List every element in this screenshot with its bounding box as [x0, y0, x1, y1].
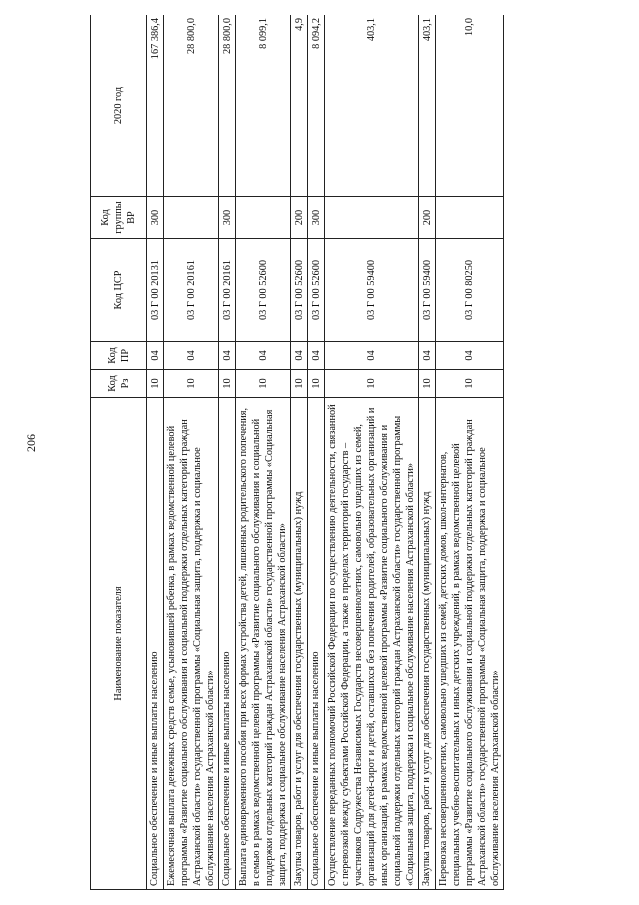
cell-rz: 10	[219, 370, 236, 398]
cell-csr: 03 Г 00 20161	[164, 239, 219, 342]
cell-rz: 10	[325, 370, 419, 398]
cell-name: Закупка товаров, работ и услуг для обеспечения государственных (муниципальных) нужд	[291, 398, 308, 890]
cell-vr	[436, 197, 504, 239]
cell-csr: 03 Г 00 52600	[236, 239, 291, 342]
cell-name: Закупка товаров, работ и услуг для обеспечения государственных (муниципальных) нужд	[419, 398, 436, 890]
table-row	[219, 15, 236, 890]
cell-csr: 03 Г 00 20131	[147, 239, 164, 342]
cell-value: 28 800,0	[164, 15, 219, 197]
cell-rz: 10	[147, 370, 164, 398]
cell-rz: 10	[164, 370, 219, 398]
cell-pr: 04	[164, 342, 219, 370]
table-row	[164, 15, 219, 890]
page-number: 206	[24, 434, 38, 452]
rotated-table-viewport	[90, 15, 605, 890]
table-body	[147, 15, 504, 890]
table-header-row	[91, 15, 147, 890]
cell-rz: 10	[308, 370, 325, 398]
cell-value: 4,9	[291, 15, 308, 197]
cell-rz: 10	[436, 370, 504, 398]
cell-name: Выплата единовременного пособия при всех формах устройства детей, лишенных родительского попечения, в семью в рамках ведомственной целевой программы «Развитие социального обслуживания и социальной поддержки отдельных категорий граждан Астраханской области» государственной программы «Социальная защита, поддержка и социальное обслуживание населения Астраханской области»	[236, 398, 291, 890]
cell-vr: 200	[419, 197, 436, 239]
cell-pr: 04	[436, 342, 504, 370]
cell-pr: 04	[291, 342, 308, 370]
cell-value: 403,1	[419, 15, 436, 197]
header-pr: Код ПР	[91, 342, 147, 370]
header-rz: Код Рз	[91, 370, 147, 398]
table-row	[291, 15, 308, 890]
cell-vr: 300	[308, 197, 325, 239]
cell-csr: 03 Г 00 80250	[436, 239, 504, 342]
cell-pr: 04	[147, 342, 164, 370]
cell-pr: 04	[236, 342, 291, 370]
table-row	[236, 15, 291, 890]
cell-csr: 03 Г 00 52600	[308, 239, 325, 342]
cell-name: Социальное обеспечение и иные выплаты населению	[147, 398, 164, 890]
cell-vr	[325, 197, 419, 239]
header-csr: Код ЦСР	[91, 239, 147, 342]
cell-value: 167 386,4	[147, 15, 164, 197]
cell-rz: 10	[236, 370, 291, 398]
cell-value: 28 800,0	[219, 15, 236, 197]
cell-csr: 03 Г 00 59400	[325, 239, 419, 342]
cell-pr: 04	[308, 342, 325, 370]
cell-vr	[236, 197, 291, 239]
rotated-table-container	[90, 15, 605, 890]
cell-name: Социальное обеспечение и иные выплаты населению	[219, 398, 236, 890]
cell-value: 10,0	[436, 15, 504, 197]
table-row	[147, 15, 164, 890]
cell-rz: 10	[419, 370, 436, 398]
table-row	[419, 15, 436, 890]
cell-vr: 300	[147, 197, 164, 239]
cell-rz: 10	[291, 370, 308, 398]
table-row	[436, 15, 504, 890]
cell-name: Осуществление переданных полномочий Российской Федерации по осуществлению деятельности, связанной с перевозкой между субъектами Российской Федерации, а также в пределах территорий государств – участников Содружества Независимых Государств несовершеннолетних, самовольно ушедших из семей, организаций для детей-сирот и детей, оставшихся без попечения родителей, образовательных организаций и иных организаций, в рамках ведомственной целевой программы «Развитие социального обслуживания и социальной поддержки отдельных категорий граждан Астраханской области» государственной программы «Социальная защита, поддержка и социальное обслуживание населения Астраханской области»	[325, 398, 419, 890]
cell-name: Социальное обеспечение и иные выплаты населению	[308, 398, 325, 890]
cell-vr	[164, 197, 219, 239]
cell-pr: 04	[219, 342, 236, 370]
cell-value: 8 094,2	[308, 15, 325, 197]
budget-table	[90, 15, 504, 890]
header-vr: Код группы ВР	[91, 197, 147, 239]
header-year: 2020 год	[91, 15, 147, 197]
cell-csr: 03 Г 00 20161	[219, 239, 236, 342]
cell-csr: 03 Г 00 52600	[291, 239, 308, 342]
cell-vr: 200	[291, 197, 308, 239]
cell-name: Ежемесячная выплата денежных средств семье, усыновившей ребенка, в рамках ведомственной целевой программы «Развитие социального обслуживания и социальной поддержки отдельных категорий граждан Астраханской области» государственной программы «Социальная защита, поддержка и социальное обслуживание населения Астраханской области»	[164, 398, 219, 890]
cell-value: 403,1	[325, 15, 419, 197]
cell-value: 8 099,1	[236, 15, 291, 197]
cell-name: Перевозка несовершеннолетних, самовольно ушедших из семей, детских домов, школ-интернатов, специальных учебно-воспитательных и иных детских учреждений, в рамках ведомственной целевой программы «Развитие социального обслуживания и социальной поддержки отдельных категорий граждан Астраханской области» государственной программы «Социальная защита, поддержка и социальное обслуживание населения Астраханской области»	[436, 398, 504, 890]
table-row	[308, 15, 325, 890]
cell-csr: 03 Г 00 59400	[419, 239, 436, 342]
header-name: Наименование показателя	[91, 398, 147, 890]
cell-vr: 300	[219, 197, 236, 239]
table-row	[325, 15, 419, 890]
cell-pr: 04	[325, 342, 419, 370]
cell-pr: 04	[419, 342, 436, 370]
